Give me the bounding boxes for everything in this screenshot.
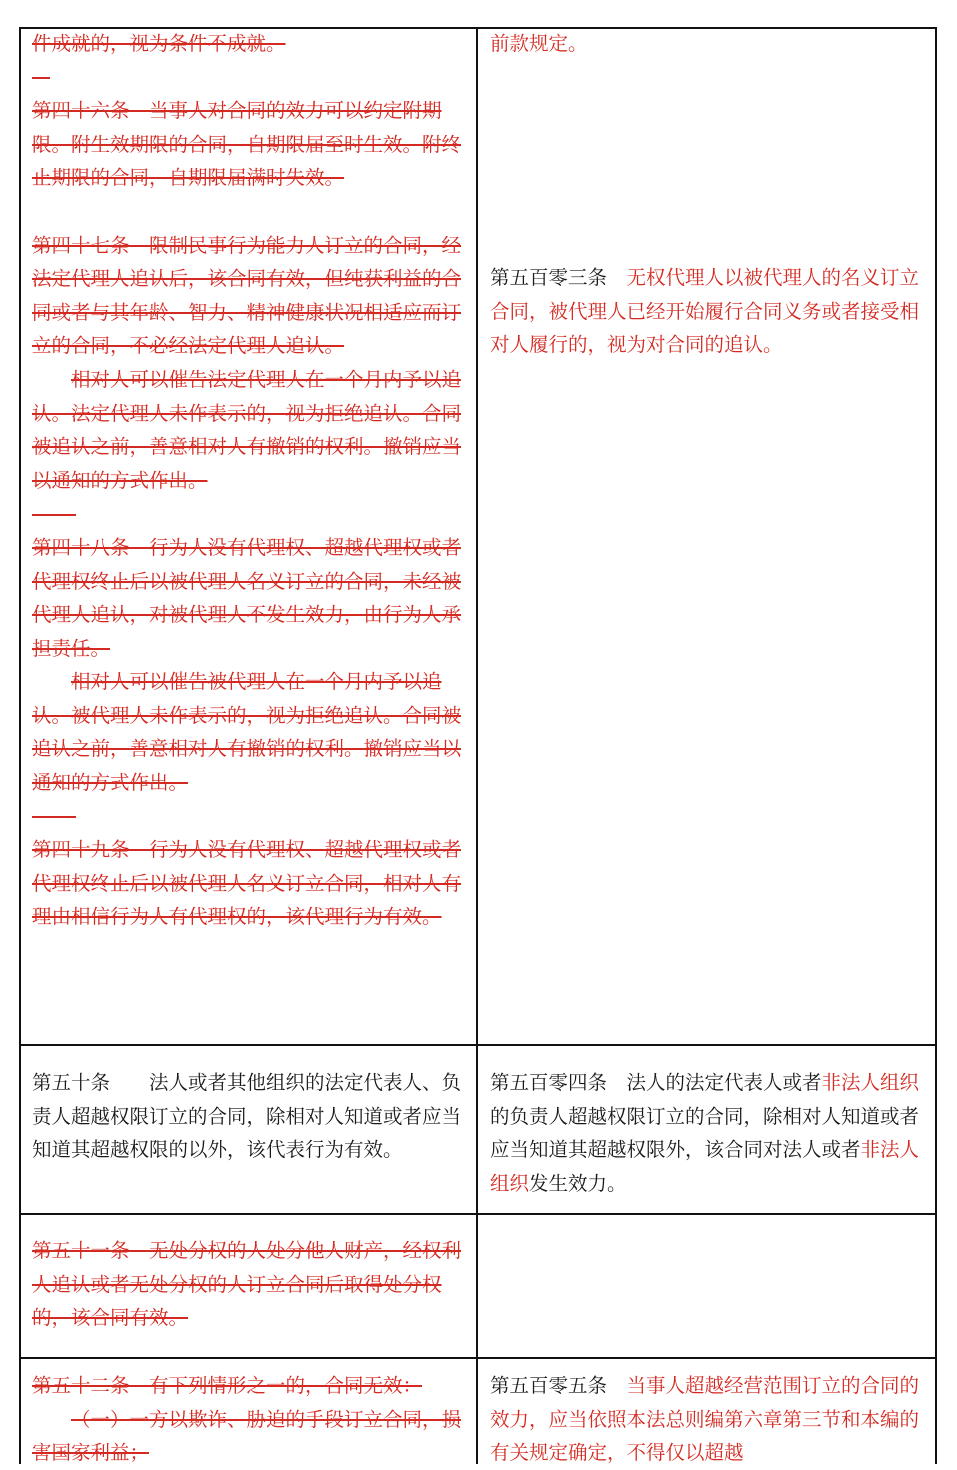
article-504 (490, 1066, 928, 1200)
left-cell-a45-a49 (32, 27, 470, 934)
article-504-number: 第五百零四条 (490, 1071, 608, 1094)
article-503 (490, 261, 928, 362)
article-48-paragraph-2: 相对人可以催告被代理人在一个月内予以追认。被代理人未作表示的，视为拒绝追认。合同被追认之前，善意相对人有撤销的权利。撤销应当以通知的方式作出。 (32, 670, 462, 795)
article-503-body: 无权代理人以被代理人的名义订立合同，被代理人已经开始履行合同义务或者接受相对人履行的，视为对合同的追认。 (490, 266, 920, 357)
article-50-body: 法人或者其他组织的法定代表人、负责人超越权限订立的合同，除相对人知道或者应当知道其超越权限的以外，该代表行为有效。 (32, 1071, 462, 1162)
deleted-marker (32, 61, 470, 95)
article-505-body: 当事人超越经营范围订立的合同的效力，应当依照本法总则编第六章第三节和本编的有关规定确定，不得仅以超越 (490, 1374, 920, 1465)
article-503-number: 第五百零三条 (490, 266, 608, 289)
right-cell-a503 (490, 261, 928, 362)
left-cell-a52 (32, 1369, 470, 1470)
left-cell-a50 (32, 1066, 470, 1167)
article-49: 第四十九条 行为人没有代理权、超越代理权或者代理权终止后以被代理人名义订立合同，相对人有理由相信行为人有代理权的，该代理行为有效。 (32, 838, 462, 929)
article-504-text: 法人的法定代表人或者 (626, 1071, 822, 1094)
column-divider (476, 27, 478, 1464)
row-divider (19, 1044, 937, 1046)
right-cell-tail (490, 27, 928, 61)
added-text: 非法人组织 (490, 1138, 920, 1195)
left-cell-a51 (32, 1234, 470, 1335)
article-50-number: 第五十条 (32, 1071, 111, 1094)
added-text: 非法人组织 (821, 1071, 920, 1094)
row-divider (19, 1213, 937, 1215)
article-48-paragraph-1: 第四十八条 行为人没有代理权、超越代理权或者代理权终止后以被代理人名义订立的合同，未经被代理人追认，对被代理人不发生效力，由行为人承担责任。 (32, 535, 462, 660)
article-505 (490, 1369, 928, 1470)
row-divider (19, 1357, 937, 1359)
right-cell-a505 (490, 1369, 928, 1470)
article-45-tail: 件成就的，视为条件不成就。 (32, 32, 286, 55)
article-47-paragraph-1: 第四十七条 限制民事行为能力人订立的合同，经法定代理人追认后，该合同有效，但纯获利益的合同或者与其年龄、智力、精神健康状况相适应而订立的合同，不必经法定代理人追认。 (32, 233, 462, 358)
article-504-text: 发生效力。 (529, 1171, 627, 1195)
article-50 (32, 1066, 470, 1167)
previous-article-tail: 前款规定。 (490, 32, 588, 55)
deleted-marker (32, 497, 470, 531)
article-505-number: 第五百零五条 (490, 1374, 608, 1397)
deleted-marker (32, 800, 470, 834)
article-52-paragraph-2: （一）一方以欺诈、胁迫的手段订立合同，损害国家利益； (32, 1407, 462, 1465)
article-51: 第五十一条 无处分权的人处分他人财产，经权利人追认或者无处分权的人订立合同后取得处分权的，该合同有效。 (32, 1239, 462, 1330)
article-47-paragraph-2: 相对人可以催告法定代理人在一个月内予以追认。法定代理人未作表示的，视为拒绝追认。合同被追认之前，善意相对人有撤销的权利。撤销应当以通知的方式作出。 (32, 367, 462, 492)
article-46: 第四十六条 当事人对合同的效力可以约定附期限。附生效期限的合同，自期限届至时生效。附终止期限的合同，自期限届满时失效。 (32, 99, 462, 190)
article-504-text: 的负责人超越权限订立的合同，除相对人知道或者应当知道其超越权限外，该合同对法人或者 (490, 1104, 920, 1162)
right-cell-a504 (490, 1066, 928, 1200)
article-52-paragraph-1: 第五十二条 有下列情形之一的，合同无效： (32, 1374, 423, 1397)
